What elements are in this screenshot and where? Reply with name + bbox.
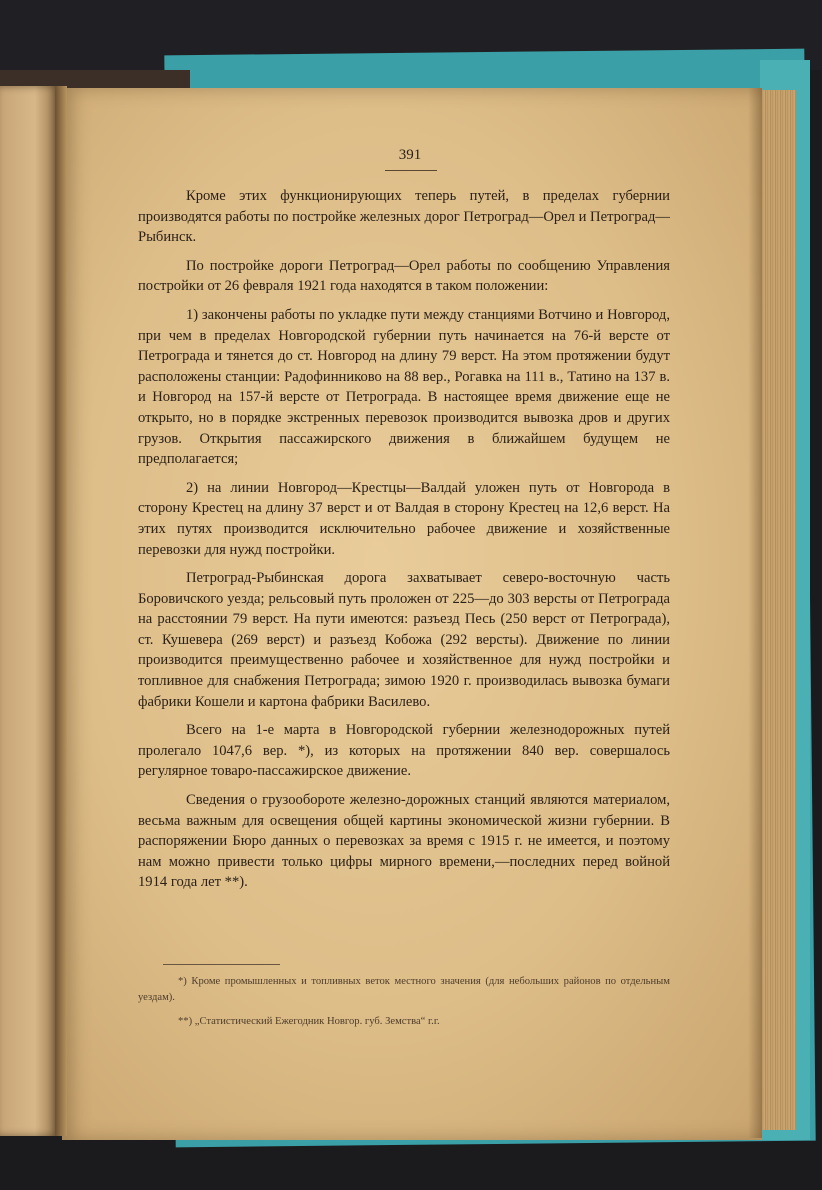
page-edges (756, 90, 796, 1130)
left-page-edge (0, 86, 58, 1136)
paragraph: По постройке дороги Петроград—Орел работы по сообщению Управления постройки от 26 февраля 1921 года находятся в таком положении: (138, 257, 670, 295)
paragraph: Всего на 1-е марта в Новгородской губернии железнодорожных путей пролегало 1047,6 вер. *), из которых на протяжении 840 вер. совершалось регулярное товаро-пассажирское движение. (138, 722, 670, 780)
paragraph: Кроме этих функционирующих теперь путей, в пределах губернии производятся работы по постройке железных дорог Петроград—Орел и Петроград—Рыбинск. (138, 188, 671, 246)
footnote: *) Кроме промышленных и топливных веток местного значения (для небольших районов по отдельным уездам). (138, 976, 670, 1003)
gutter (55, 86, 67, 1136)
page-number-rule (385, 170, 437, 171)
footnote: **) „Статистический Ежегодник Новгор. губ. Земства“ г.г. (178, 1016, 440, 1027)
footnotes (138, 974, 670, 1038)
paragraph: Петроград-Рыбинская дорога захватывает северо-восточную часть Боровичского уезда; рельсовый путь проложен от 225—до 303 версты от Петрограда на расстоянии 79 верст. На пути имеются: разъезд Песь (250 верст от Петрограда), ст. Кушевера (269 верст) и разъезд Кобожа (292 версты). Движение по линии производится преимущественно рабочее и хозяйственное для нужд постройки и топливное для снабжения Петрограда; зимою 1920 г. производилась вывозка бумаги фабрики Кошели и картона фабрики Василево. (138, 570, 670, 710)
paragraph: Сведения о грузообороте железно-дорожных станций являются материалом, весьма важным для освещения общей картины экономической жизни губернии. В распоряжении Бюро данных о перевозках за время с 1915 г. не имеется, и поэтому нам можно привести только цифры мирного времени,—последних перед войной 1914 года лет **). (138, 792, 670, 891)
page-edge-shadow (748, 88, 762, 1138)
body-text (138, 186, 670, 901)
paragraph: 2) на линии Новгород—Крестцы—Валдай уложен путь от Новгорода в сторону Крестец на длину 37 верст и от Валдая в сторону Крестец на 12,6 верст. На этих путях производится исключительно рабочее движение и хозяйственные перевозки для нужд постройки. (138, 479, 670, 558)
paragraph: 1) закончены работы по укладке пути между станциями Вотчино и Новгород, при чем в пределах Новгородской губернии путь начинается на 76-й версте от Петрограда и тянется до ст. Новгород на длину 79 верст. На этом протяжении будут расположены станции: Радофинниково на 88 вер., Рогавка на 111 в., Татино на 137 в. и Новгород на 157-й версте от Петрограда. В настоящее время движение еще не открыто, но в порядке экстренных перевозок производится вывозка дров и других грузов. Открытия пассажирского движения в ближайшем будущем не предполагается; (138, 306, 670, 468)
footnote-rule (163, 964, 280, 965)
page-number: 391 (398, 147, 422, 163)
